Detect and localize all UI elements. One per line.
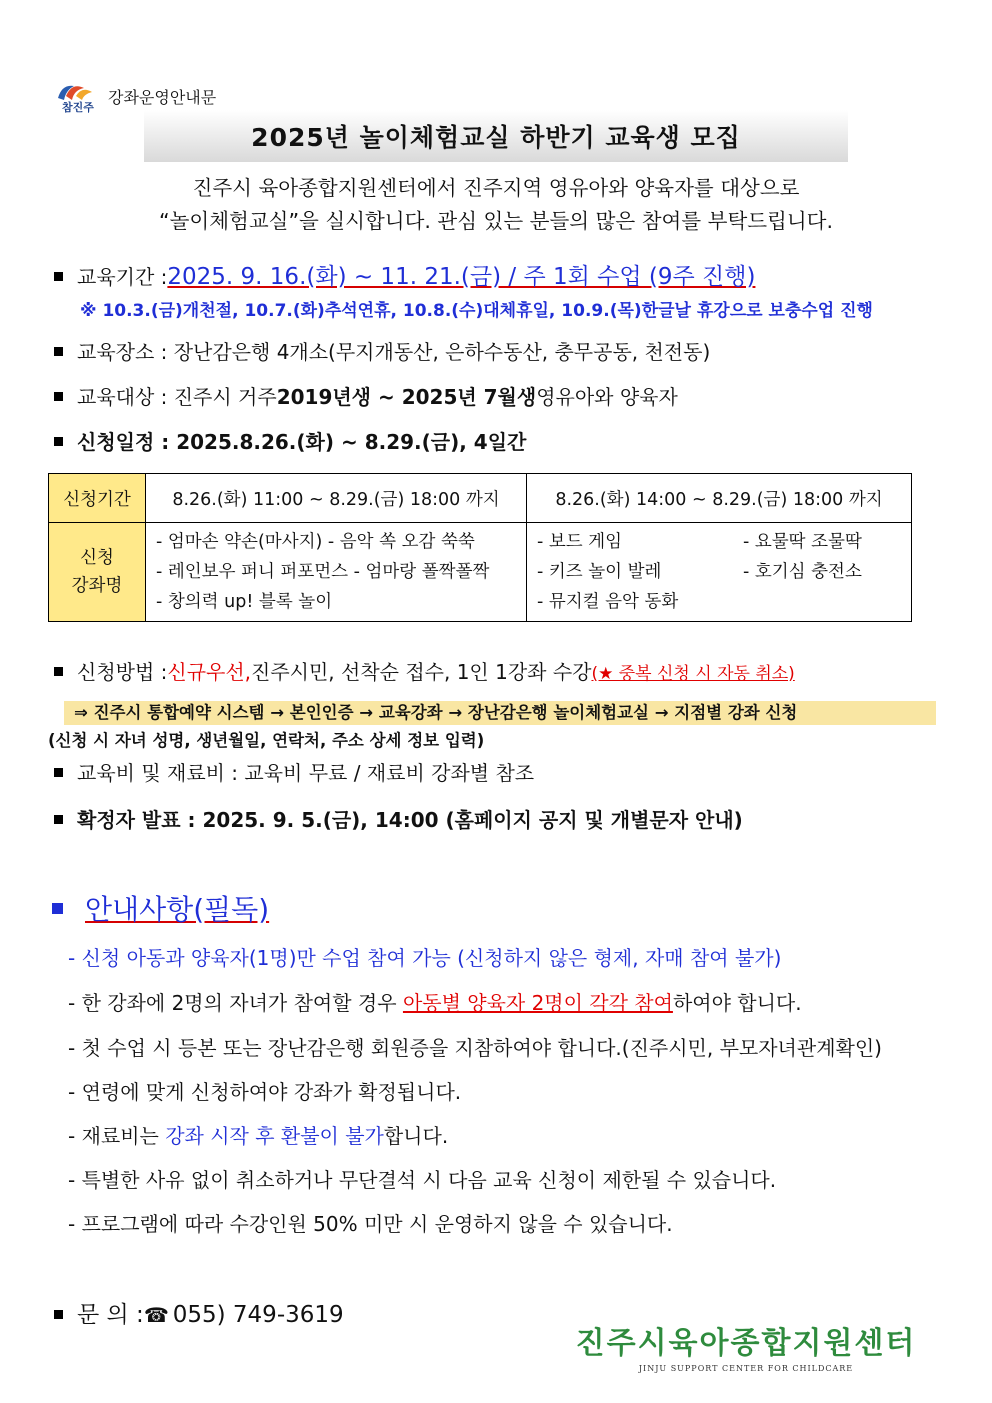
phone-icon: ☎ — [143, 1303, 169, 1327]
course-item: - 엄마손 약손(마사지) - 음악 쏙 오감 쑥쑥 — [156, 532, 475, 552]
bullet-square-icon — [54, 272, 63, 281]
fee-text: 교육비 및 재료비 : 교육비 무료 / 재료비 강좌별 참조 — [77, 761, 535, 785]
guide-line-5-part: - 재료비는 — [68, 1124, 166, 1148]
bullet-square-icon — [54, 437, 63, 446]
table-cell-period-b: 8.26.(화) 14:00 ~ 8.29.(금) 18:00 까지 — [527, 474, 912, 523]
contact-row — [54, 1296, 344, 1329]
bullet-square-icon — [54, 1310, 63, 1319]
target-rest: 영유아와 양육자 — [536, 385, 678, 409]
method-row — [54, 656, 795, 685]
guide-line-3: - 첫 수업 시 등본 또는 장난감은행 회원증을 지참하여야 합니다.(진주시민, 부모자녀관계확인) — [68, 1036, 882, 1060]
place-row — [54, 336, 710, 365]
table-header-courses — [49, 523, 146, 622]
table-header-line: 강좌명 — [71, 576, 123, 596]
target-label: 교육대상 : 진주시 거주 — [77, 385, 277, 409]
contact-phone: 055) 749-3619 — [172, 1302, 344, 1328]
guide-line-6: - 특별한 사유 없이 취소하거나 무단결석 시 다음 교육 신청이 제한될 수 있습니다. — [68, 1168, 777, 1192]
doc-type-label: 강좌운영안내문 — [108, 87, 217, 107]
page-title: 2025년 놀이체험교실 하반기 교육생 모집 — [144, 110, 848, 162]
target-birth-range: 2019년생 ~ 2025년 7월생 — [276, 385, 537, 409]
table-row — [49, 474, 912, 523]
contact-label: 문 의 : — [77, 1302, 144, 1328]
course-item: - 호기심 충전소 — [743, 562, 862, 582]
bullet-square-icon — [52, 903, 63, 914]
announce-text: 확정자 발표 : 2025. 9. 5.(금), 14:00 (홈페이지 공지 및 개별문자 안내) — [77, 808, 743, 832]
table-cell-courses-b — [527, 523, 912, 622]
guide-line-7: - 프로그램에 따라 수강인원 50% 미만 시 운영하지 않을 수 있습니다. — [68, 1212, 673, 1236]
fee-row — [54, 757, 534, 786]
jinju-city-logo — [52, 78, 104, 114]
course-item: - 보드 게임 — [537, 532, 623, 552]
bullet-square-icon — [54, 347, 63, 356]
guide-line-5-part: 합니다. — [383, 1124, 449, 1148]
guide-line-2-part: 하여야 합니다. — [672, 991, 802, 1015]
doc-header — [52, 78, 216, 114]
guide-line-2-part: - 한 강좌에 2명의 자녀가 참여할 경우 — [68, 991, 403, 1015]
table-cell-period-a: 8.26.(화) 11:00 ~ 8.29.(금) 18:00 까지 — [146, 474, 527, 523]
bullet-square-icon — [54, 667, 63, 676]
method-rest: 진주시민, 선착순 접수, 1인 1강좌 수강 — [251, 660, 592, 684]
course-item: - 레인보우 퍼니 퍼포먼스 - 엄마랑 폴짝폴짝 — [156, 562, 490, 582]
bullet-square-icon — [54, 768, 63, 777]
schedule-table — [48, 473, 912, 622]
intro-text — [60, 172, 932, 238]
center-logo — [562, 1318, 930, 1373]
method-label: 신청방법 : — [77, 660, 168, 684]
course-item: - 키즈 놀이 발레 — [537, 562, 662, 582]
svg-text:참진주: 참진주 — [62, 101, 94, 114]
method-warning: (★ 중복 신청 시 자동 취소) — [591, 664, 795, 684]
place-text: 교육장소 : 장난감은행 4개소(무지개동산, 은하수동산, 충무공동, 천전동) — [77, 340, 711, 364]
guide-line-5 — [68, 1120, 448, 1149]
guide-line-1: - 신청 아동과 양육자(1명)만 수업 참여 가능 (신청하지 않은 형제, 자매 참여 불가) — [68, 946, 782, 970]
table-row — [49, 523, 912, 622]
table-header-period: 신청기간 — [49, 474, 146, 523]
guide-line-4: - 연령에 맞게 신청하여야 강좌가 확정됩니다. — [68, 1080, 462, 1104]
target-row — [54, 381, 678, 410]
method-priority: 신규우선, — [167, 660, 252, 684]
course-item: - 창의력 up! 블록 놀이 — [156, 592, 333, 612]
guide-title-text: 안내사항(필독) — [85, 893, 270, 926]
guide-line-5-emphasis: 강좌 시작 후 환불이 불가 — [165, 1124, 384, 1148]
period-label: 교육기간 : — [77, 265, 168, 289]
period-note: ※ 10.3.(금)개천절, 10.7.(화)추석연휴, 10.8.(수)대체휴일, 10.9.(목)한글날 휴강으로 보충수업 진행 — [80, 301, 873, 321]
course-item: - 요물딱 조물딱 — [743, 532, 862, 552]
period-value: 2025. 9. 16.(화) ~ 11. 21.(금) / 주 1회 수업 (9주 진행) — [167, 264, 756, 290]
announce-row — [54, 804, 743, 833]
apply-schedule-row — [54, 426, 526, 455]
bullet-square-icon — [54, 392, 63, 401]
method-note: (신청 시 자녀 성명, 생년월일, 연락처, 주소 상세 정보 입력) — [48, 731, 485, 750]
center-logo-english: JINJU SUPPORT CENTER FOR CHILDCARE — [638, 1364, 854, 1373]
guide-line-2-emphasis: 아동별 양육자 2명이 각각 참여 — [402, 991, 673, 1015]
course-item: - 뮤지컬 음악 동화 — [537, 592, 679, 612]
intro-line-2: “놀이체험교실”을 실시합니다. 관심 있는 분들의 많은 참여를 부탁드립니다. — [159, 209, 833, 233]
table-cell-courses-a — [146, 523, 527, 622]
center-logo-text: 진주시육아종합지원센터 — [575, 1326, 917, 1361]
intro-line-1: 진주시 육아종합지원센터에서 진주지역 영유아와 양육자를 대상으로 — [192, 176, 800, 200]
bullet-square-icon — [54, 815, 63, 824]
period-row — [54, 258, 755, 291]
guide-section-title — [52, 888, 269, 928]
method-path: ⇒ 진주시 통합예약 시스템 → 본인인증 → 교육강좌 → 장난감은행 놀이체험교실 → 지점별 강좌 신청 — [64, 701, 936, 725]
guide-line-2 — [68, 987, 802, 1016]
table-header-line: 신청 — [80, 548, 114, 568]
apply-schedule-text: 신청일정 : 2025.8.26.(화) ~ 8.29.(금), 4일간 — [77, 430, 527, 454]
